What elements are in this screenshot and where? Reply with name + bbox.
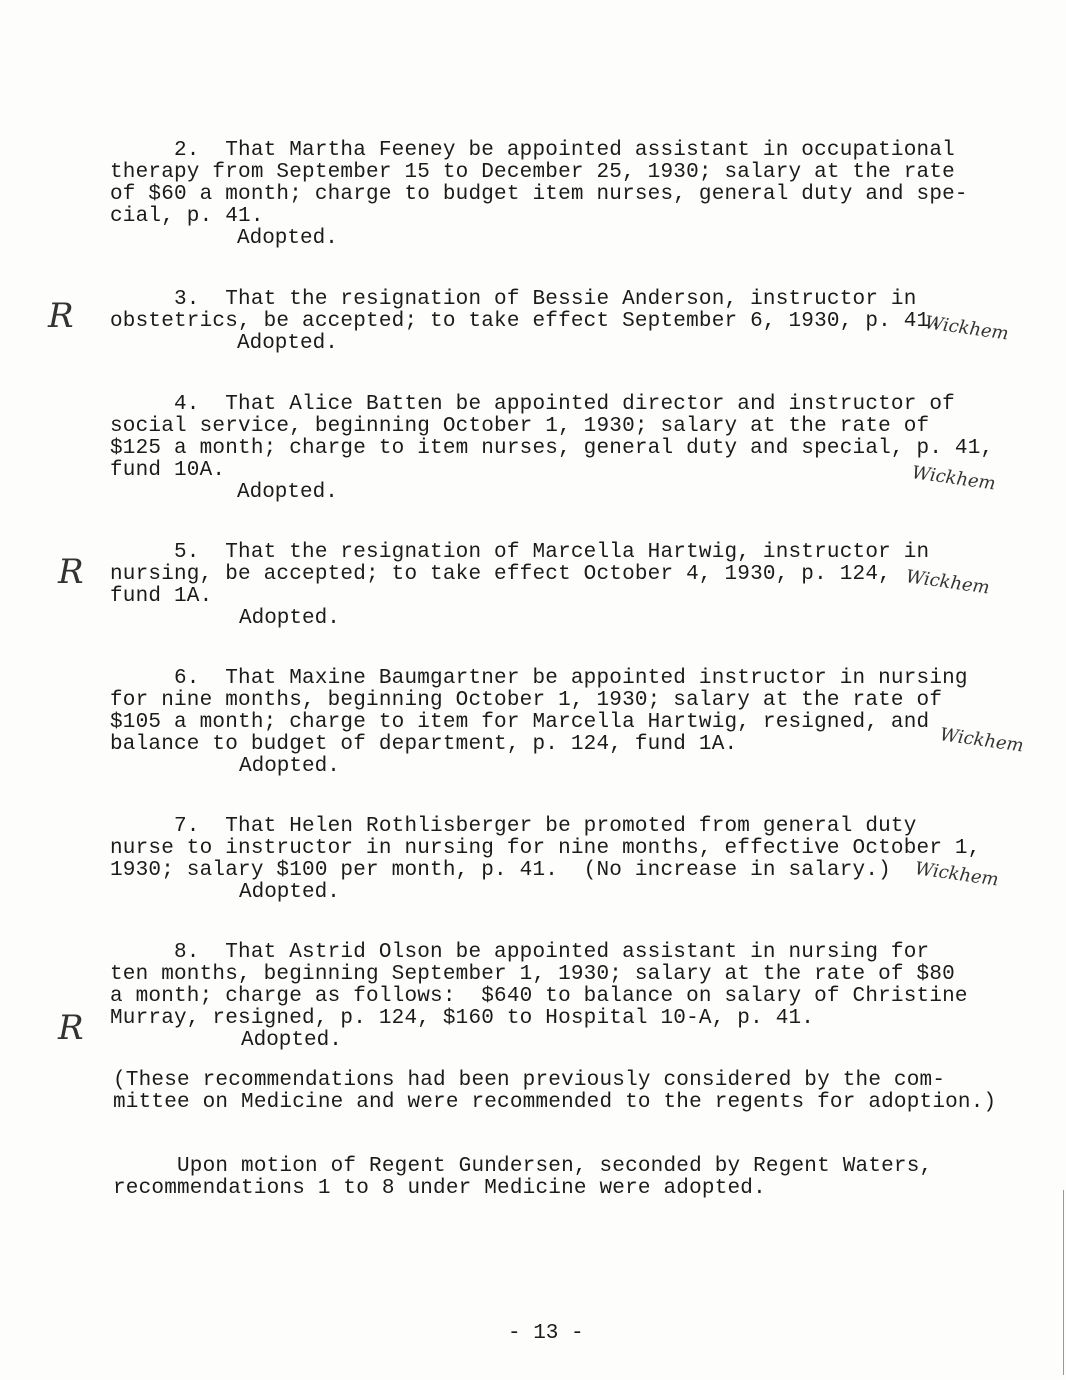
item-3-line-2: obstetrics, be accepted; to take effect September 6, 1930, p. 41. [110,310,943,333]
handwritten-initial: Wickhem [904,566,991,599]
item-6-adopted: Adopted. [239,755,340,778]
margin-r-mark: R [58,552,84,592]
item-2-line-1: 2. That Martha Feeney be appointed assistant in occupational [110,139,955,162]
item-6-line-2: for nine months, beginning October 1, 1930; salary at the rate of [110,689,943,712]
item-4-adopted: Adopted. [237,481,338,504]
item-2-line-3: of $60 a month; charge to budget item nurses, general duty and spe- [110,183,968,206]
handwritten-initial: Wickhem [938,724,1025,757]
item-3-adopted: Adopted. [237,332,338,355]
item-6-line-1: 6. That Maxine Baumgartner be appointed instructor in nursing [110,667,968,690]
item-7-line-1: 7. That Helen Rothlisberger be promoted from general duty [110,815,917,838]
item-7-line-2: nurse to instructor in nursing for nine months, effective October 1, [110,837,981,860]
item-6-line-3: $105 a month; charge to item for Marcella Hartwig, resigned, and [110,711,930,734]
margin-r-mark: R [48,296,74,336]
motion-line-1: Upon motion of Regent Gundersen, seconded by Regent Waters, [113,1155,933,1178]
handwritten-initial: Wickhem [910,462,997,495]
note-line-2: mittee on Medicine and were recommended to the regents for adoption.) [113,1091,997,1114]
item-5-line-1: 5. That the resignation of Marcella Hartwig, instructor in [110,541,930,564]
item-2-adopted: Adopted. [237,227,338,250]
handwritten-initial: Wickhem [913,858,1000,891]
handwritten-initial: Wickhem [923,312,1010,345]
page-edge-line [1063,1190,1064,1375]
item-4-line-1: 4. That Alice Batten be appointed director and instructor of [110,393,955,416]
item-2-line-2: therapy from September 15 to December 25, 1930; salary at the rate [110,161,955,184]
item-4-line-2: social service, beginning October 1, 1930; salary at the rate of [110,415,930,438]
motion-line-2: recommendations 1 to 8 under Medicine were adopted. [113,1177,766,1200]
item-8-adopted: Adopted. [241,1029,342,1052]
item-4-line-4: fund 10A. [110,459,226,482]
item-7-adopted: Adopted. [239,881,340,904]
item-8-line-3: a month; charge as follows: $640 to balance on salary of Christine [110,985,968,1008]
item-8-line-4: Murray, resigned, p. 124, $160 to Hospital 10-A, p. 41. [110,1007,815,1030]
item-3-line-1: 3. That the resignation of Bessie Anderson, instructor in [110,288,917,311]
margin-r-mark: R [58,1008,84,1048]
page-number: - 13 - [508,1322,584,1345]
item-4-line-3: $125 a month; charge to item nurses, general duty and special, p. 41, [110,437,994,460]
item-5-adopted: Adopted. [239,607,340,630]
item-8-line-1: 8. That Astrid Olson be appointed assistant in nursing for [110,941,930,964]
note-line-1: (These recommendations had been previously considered by the com- [113,1069,946,1092]
item-5-line-3: fund 1A. [110,585,213,608]
item-7-line-3: 1930; salary $100 per month, p. 41. (No increase in salary.) [110,859,891,882]
item-8-line-2: ten months, beginning September 1, 1930; salary at the rate of $80 [110,963,955,986]
item-2-line-4: cial, p. 41. [110,205,264,228]
item-5-line-2: nursing, be accepted; to take effect October 4, 1930, p. 124, [110,563,891,586]
item-6-line-4: balance to budget of department, p. 124, fund 1A. [110,733,738,756]
